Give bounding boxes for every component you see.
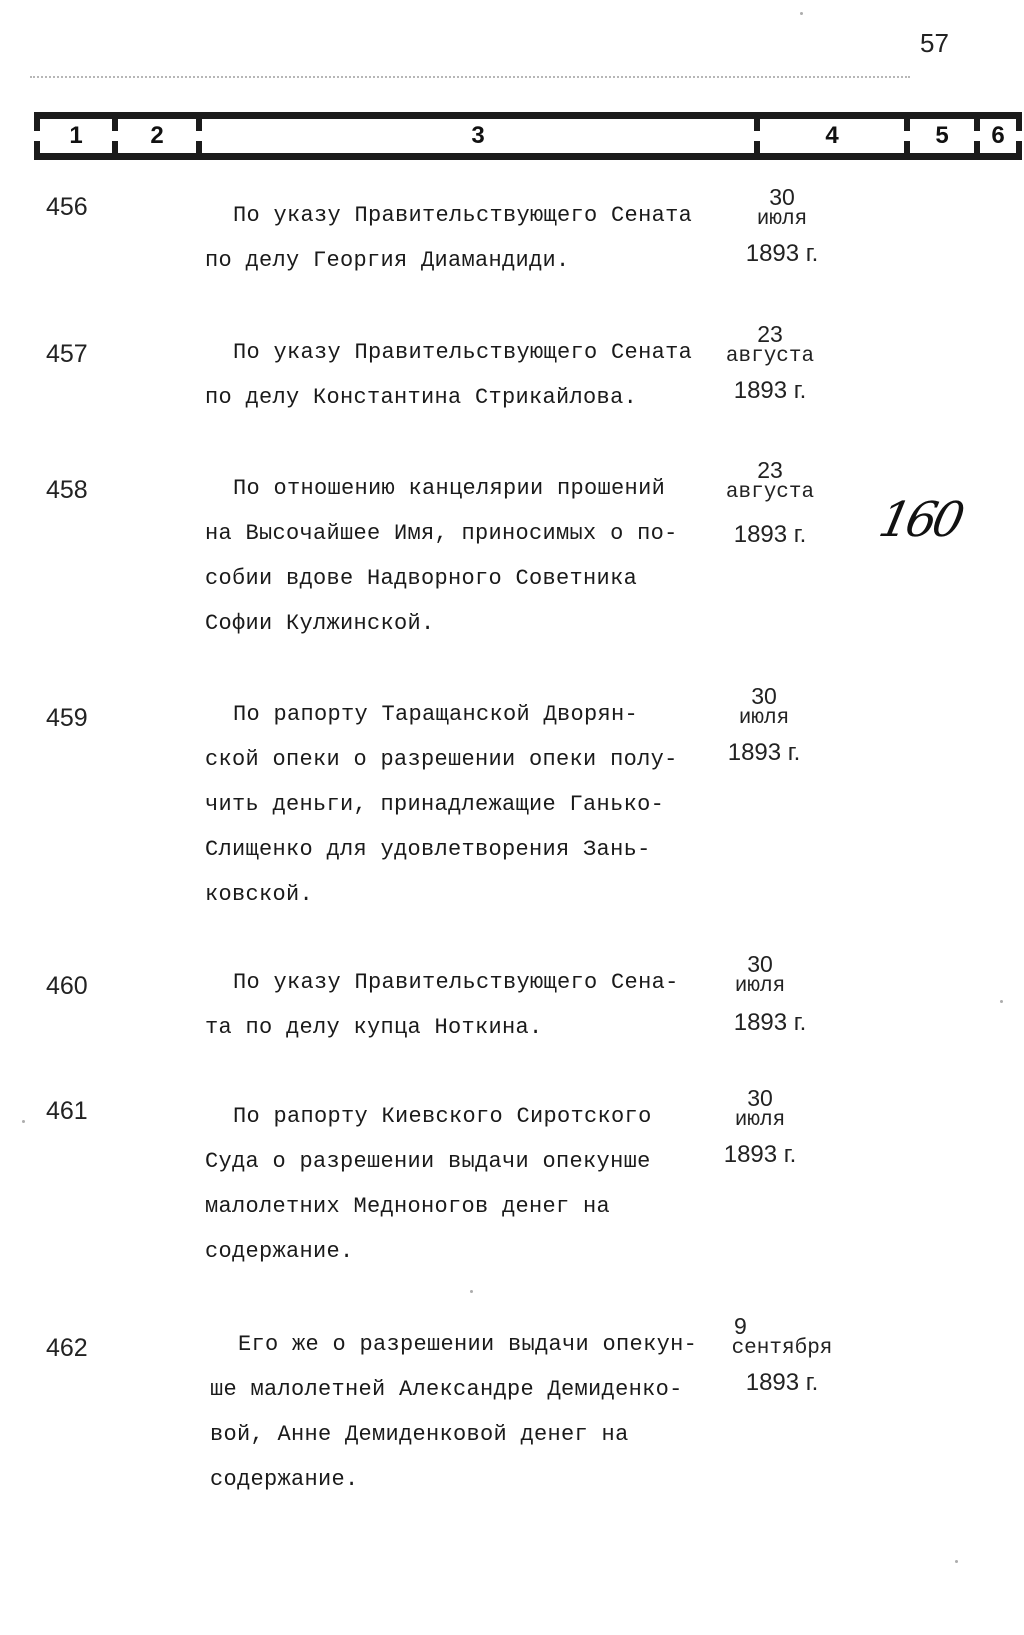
entry-number: 460 xyxy=(46,972,88,1000)
date-year: 1893 г. xyxy=(723,1141,797,1168)
handwritten-annotation: 160 xyxy=(874,492,966,548)
column-header-4: 4 xyxy=(754,119,904,153)
entry-line: Его же о разрешении выдачи опекун- xyxy=(238,1332,698,1357)
date-day: 30 xyxy=(769,184,795,210)
entry-line: Суда о разрешении выдачи опекунше xyxy=(205,1149,651,1174)
entry-number: 458 xyxy=(46,476,88,504)
date-day: 30 xyxy=(747,951,773,977)
entry-line: ше малолетней Александре Демиденко- xyxy=(210,1377,683,1402)
date-month: сентября xyxy=(731,1337,833,1360)
entry-date xyxy=(700,1086,820,1172)
scan-speck xyxy=(22,1120,25,1123)
column-header-1: 1 xyxy=(34,119,112,153)
entry-description xyxy=(205,692,705,917)
entry-line: Софии Кулжинской. xyxy=(205,611,435,636)
column-header-6: 6 xyxy=(974,119,1022,153)
entry-line: По рапорту Киевского Сиротского xyxy=(233,1104,652,1129)
entry-number: 462 xyxy=(46,1334,88,1362)
date-year: 1893 г. xyxy=(727,739,801,766)
entry-line: по делу Георгия Диамандиди. xyxy=(205,248,570,273)
entry-description xyxy=(205,193,705,283)
date-month: июля xyxy=(734,975,786,998)
entry-description xyxy=(205,960,705,1050)
entry-line: содержание. xyxy=(210,1467,359,1492)
date-year: 1893 г. xyxy=(745,240,819,267)
column-header-5: 5 xyxy=(904,119,974,153)
entry-number: 456 xyxy=(46,193,88,221)
entry-number: 457 xyxy=(46,340,88,368)
entry-date xyxy=(704,684,824,770)
entry-number: 459 xyxy=(46,704,88,732)
entry-line: содержание. xyxy=(205,1239,354,1264)
entry-line: По указу Правительствующего Сена- xyxy=(233,970,679,995)
date-year: 1893 г. xyxy=(733,1009,807,1036)
column-header-table xyxy=(34,112,1022,160)
dotted-rule-divider xyxy=(30,76,910,78)
entry-description xyxy=(210,1322,710,1502)
entry-line: собии вдове Надворного Советника xyxy=(205,566,638,591)
scan-speck xyxy=(1000,1000,1003,1003)
entry-line: ковской. xyxy=(205,882,314,907)
date-year: 1893 г. xyxy=(733,521,807,548)
entry-line: По отношению канцелярии прошений xyxy=(233,476,666,501)
scan-speck xyxy=(955,1560,958,1563)
entry-date xyxy=(710,322,830,408)
entry-line: чить деньги, принадлежащие Ганько- xyxy=(205,792,665,817)
entry-line: По указу Правительствующего Сената xyxy=(233,203,693,228)
entry-line: по делу Константина Стрикайлова. xyxy=(205,385,638,410)
date-month: июля xyxy=(756,208,808,231)
entry-description xyxy=(205,1094,705,1274)
date-day: 23 xyxy=(757,321,783,347)
entry-date xyxy=(710,458,830,552)
entry-number: 461 xyxy=(46,1097,88,1125)
entry-line: По рапорту Таращанской Дворян- xyxy=(233,702,639,727)
date-year: 1893 г. xyxy=(733,377,807,404)
date-day: 9 xyxy=(734,1313,747,1339)
date-month: августа xyxy=(725,345,815,368)
date-year: 1893 г. xyxy=(745,1369,819,1396)
date-month: июля xyxy=(738,707,790,730)
entry-line: вой, Анне Демиденковой денег на xyxy=(210,1422,629,1447)
date-month: июля xyxy=(734,1109,786,1132)
entry-line: ской опеки о разрешении опеки полу- xyxy=(205,747,678,772)
scan-speck xyxy=(800,12,803,15)
date-day: 30 xyxy=(747,1085,773,1111)
entry-line: та по делу купца Ноткина. xyxy=(205,1015,543,1040)
entry-line: По указу Правительствующего Сената xyxy=(233,340,693,365)
entry-description xyxy=(205,330,705,420)
date-month: августа xyxy=(725,481,815,504)
page-number: 57 xyxy=(920,28,949,58)
column-header-2: 2 xyxy=(112,119,196,153)
entry-date xyxy=(722,185,842,271)
entry-line: малолетних Медноногов денег на xyxy=(205,1194,611,1219)
entry-date xyxy=(700,952,820,1040)
entry-line: Слищенко для удовлетворения Зань- xyxy=(205,837,651,862)
scan-speck xyxy=(470,1290,473,1293)
entry-date xyxy=(722,1314,842,1400)
entry-line: на Высочайшее Имя, приносимых о по- xyxy=(205,521,678,546)
entry-description xyxy=(205,466,705,646)
date-day: 30 xyxy=(751,683,777,709)
date-day: 23 xyxy=(757,457,783,483)
column-header-3: 3 xyxy=(196,119,754,153)
